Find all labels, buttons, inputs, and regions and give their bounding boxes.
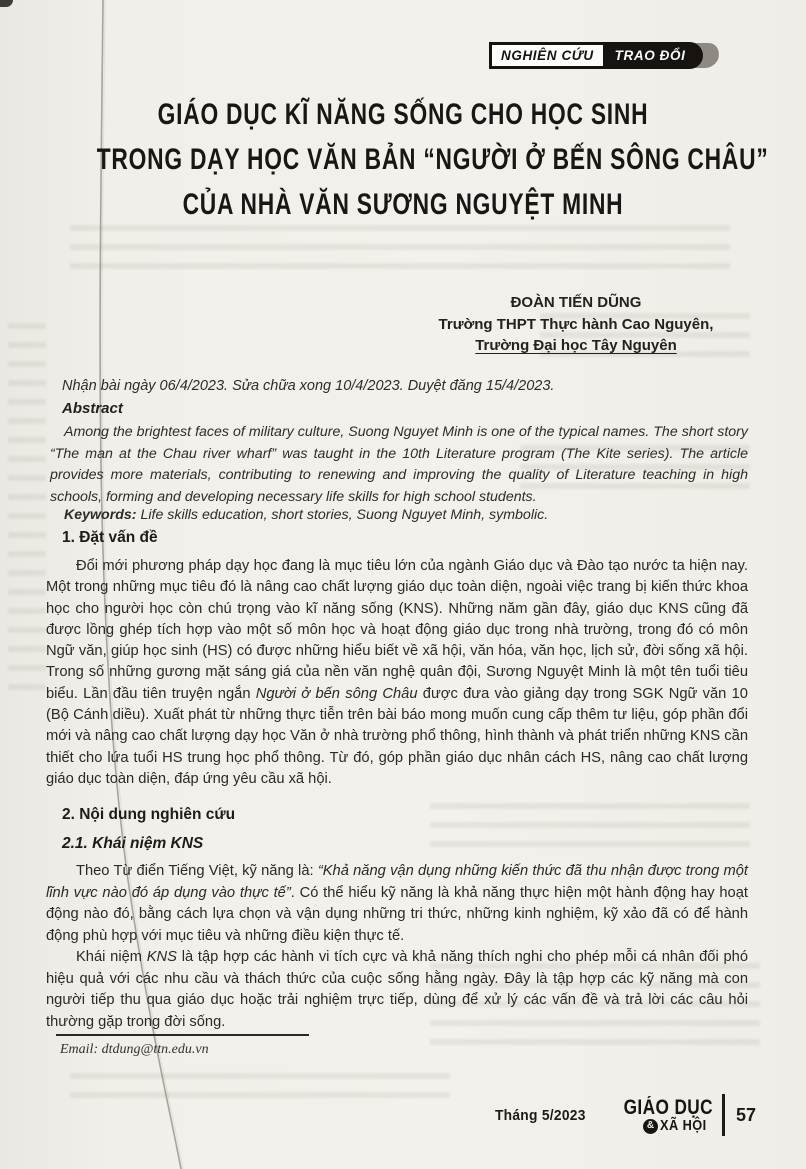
section-1-heading: 1. Đặt vấn đề — [62, 529, 158, 546]
footer-divider — [722, 1094, 725, 1136]
section-1-paragraph — [46, 556, 748, 790]
paragraph-text: Khái niệm — [76, 949, 147, 965]
journal-logo-line-2-text: XÃ HỘI — [660, 1117, 707, 1134]
badge-label-nghien-cuu: NGHIÊN CỨU — [489, 42, 606, 69]
abstract-label: Abstract — [62, 400, 123, 417]
email-label: Email: — [60, 1042, 102, 1057]
paragraph-text: là tập hợp các hành vi tích cực và khả năng thích nghi cho phép mỗi cá nhân đối phó hiệu quả với các nhu cầu và thách thức của cuộc sống hằng ngày. Đây là tập hợp các kỹ năng mà con người tiếp thu qua giáo dục hoặc trải nghiệm trực tiếp, dùng để xử lý các vấn đề và trả lời các câu hỏi thường gặp trong đời sống. — [46, 949, 748, 1030]
journal-logo-line-2 — [604, 1119, 713, 1134]
keywords-line — [50, 507, 748, 523]
kns-term-italic: KNS — [146, 949, 177, 965]
paragraph-text: Theo Từ điển Tiếng Việt, kỹ năng là: — [76, 863, 318, 879]
author-email-footnote — [60, 1042, 209, 1058]
article-title-line-2: TRONG DẠY HỌC VĂN BẢN “NGƯỜI Ở BẾN SÔNG CHÂU” — [96, 143, 769, 176]
page-number: 57 — [735, 1104, 756, 1125]
author-name: ĐOÀN TIẾN DŨNG — [510, 294, 642, 311]
keywords-list: Life skills education, short stories, Suong Nguyet Minh, symbolic. — [136, 507, 549, 523]
quoted-definition-italic: “Khả năng vận dụng những kiến thức đã thu nhận được trong một lĩnh vực nào đó áp dụng vào thực tế” — [46, 863, 748, 901]
bleedthrough-artifact — [430, 790, 750, 850]
section-header-badge — [489, 42, 703, 69]
section-2-1-paragraph-2 — [46, 947, 748, 1033]
section-2-1-paragraph-1 — [46, 861, 748, 947]
author-block — [392, 292, 760, 357]
author-affiliation-2: Trường Đại học Tây Nguyên — [475, 337, 677, 354]
article-title-line-1: GIÁO DỤC KĨ NĂNG SỐNG CHO HỌC SINH — [157, 98, 649, 131]
paragraph-text: Đổi mới phương pháp dạy học đang là mục tiêu lớn của ngành Giáo dục và Đào tạo nước ta hiện nay. Một trong những mục tiêu đó là nâng cao chất lượng giáo dục toàn diện, ngoài việc trang bị kiến thức khoa học cho người học còn chú trọng vào kĩ năng sống (KNS). Những năm gần đây, giáo dục KNS cũng đã được lồng ghép tích hợp vào một số môn học và hoạt động giáo dục trong nhà trường, trong đó có môn Ngữ văn, giúp học sinh (HS) có được những hiểu biết về xã hội, văn hóa, văn học, lịch sử, đời sống xã hội. Trong số những gương mặt sáng giá của nền văn nghệ quân đội, Sương Nguyệt Minh là một tên tuổi tiêu biểu. Lần đầu tiên truyện ngắn — [46, 558, 748, 702]
ampersand-circle-icon: & — [643, 1119, 658, 1134]
story-title-italic: Người ở bến sông Châu — [255, 685, 418, 702]
scan-corner-artifact — [0, 0, 13, 7]
bleedthrough-artifact — [8, 310, 46, 690]
journal-logo — [604, 1097, 713, 1134]
badge-label-trao-doi: TRAO ĐỔI — [604, 42, 704, 69]
footnote-rule — [56, 1034, 309, 1036]
journal-logo-line-1: GIÁO DỤC — [623, 1095, 713, 1119]
received-dates: Nhận bài ngày 06/4/2023. Sửa chữa xong 10/4/2023. Duyệt đăng 15/4/2023. — [62, 378, 555, 394]
section-2-heading: 2. Nội dung nghiên cứu — [62, 806, 236, 823]
email-value: dtdung@ttn.edu.vn — [101, 1042, 209, 1057]
keywords-label: Keywords: — [64, 507, 137, 523]
bleedthrough-artifact — [70, 1060, 450, 1100]
issue-date: Tháng 5/2023 — [495, 1106, 587, 1124]
article-title-line-3: CỦA NHÀ VĂN SƯƠNG NGUYỆT MINH — [182, 188, 624, 221]
author-affiliation-1: Trường THPT Thực hành Cao Nguyên, — [438, 315, 714, 333]
article-title — [0, 92, 806, 227]
paragraph-text: được đưa vào giảng dạy trong SGK Ngữ văn 10 (Bộ Cánh diều). Xuất phát từ những thực tiễn trên bài báo mong muốn cung cấp thêm tư liệu, góp phần đổi mới và nâng cao chất lượng dạy học Văn ở nhà trường phổ thông, hình thành và phát triển những KNS cần thiết cho lứa tuổi HS trung học phổ thông. Từ đó, góp phần giáo dục nhân cách HS, nâng cao chất lượng giáo dục toàn diện, đáp ứng yêu cầu xã hội. — [46, 685, 748, 787]
abstract-text: Among the brightest faces of military culture, Suong Nguyet Minh is one of the typical names. The short story “The man at the Chau river wharf” was taught in the 10th Literature program (The Kite series). The article provides more materials, contributing to renewing and improving the quality of Literature teaching in high schools, forming and developing necessary life skills for high school students. — [50, 424, 748, 505]
section-2-1-heading: 2.1. Khái niệm KNS — [62, 835, 204, 852]
page-footer — [491, 1094, 756, 1136]
paragraph-text: . Có thể hiểu kỹ năng là khả năng thực hiện một hành động hay hoạt động nào đó, bằng cách lựa chọn và vận dụng những tri thức, những kinh nghiệm, kỹ xảo đã có để hành động phù hợp với mục tiêu và những điều kiện thực tế. — [46, 884, 748, 944]
